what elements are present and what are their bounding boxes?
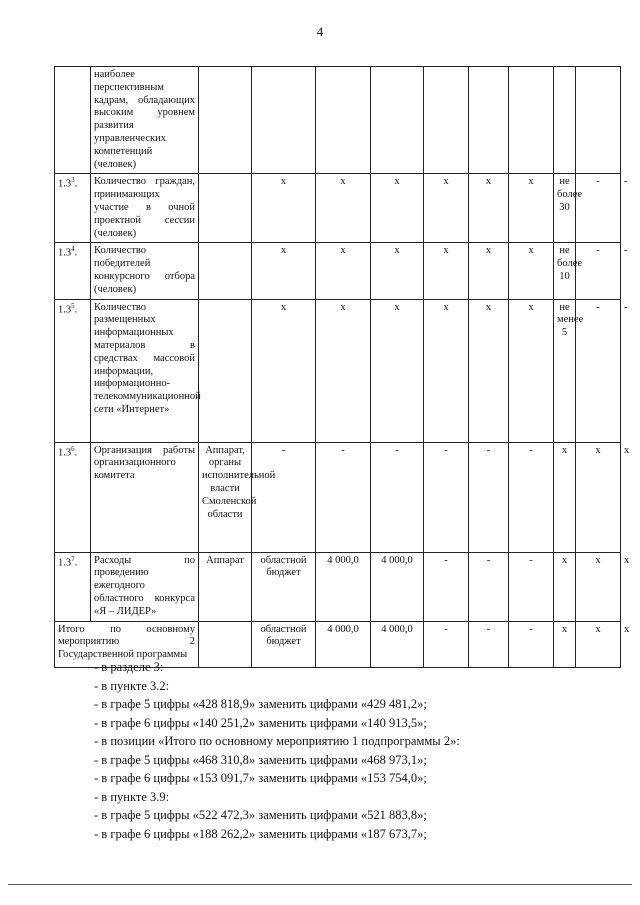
table-cell: x [316, 174, 371, 243]
table-cell: не более 30 [554, 174, 576, 243]
table-row: $1.3^4$. Количество победителей конкурсного отбора (человек) x x x x x x не более 10 - - [55, 243, 621, 299]
table-row: $1.3^5$. Количество размещенных информационных материалов в средствах массовой информации, информационно-телекоммуникационной сети «Интернет» x x x x x x не менее 5 - - [55, 299, 621, 442]
table-cell: x [554, 552, 576, 621]
table-cell: x [424, 299, 469, 442]
row-number [55, 67, 91, 174]
table-cell: x [469, 243, 509, 299]
row-number [55, 243, 91, 299]
table-cell: x [252, 299, 316, 442]
table-cell: Аппарат, органы исполнительной власти Смоленской области [199, 442, 252, 552]
row-number-dot: . [74, 247, 78, 259]
instruction-line: - в позиции «Итого по основному мероприятию 1 подпрограммы 2»: [94, 734, 460, 748]
total-row: Итого по основному мероприятию 2 Государственной программы областной бюджет 4 000,0 4 000,0 - - - x x x [55, 621, 621, 667]
row-description: Организация работы организационного комитета [91, 442, 199, 552]
table-cell: - [424, 552, 469, 621]
table-cell: 4 000,0 [316, 621, 371, 667]
table-cell: - [509, 621, 554, 667]
table-row: $1.3^3$. Количество граждан, принимающих участие в очной проектной сессии (человек) x x x x x x не более 30 - - [55, 174, 621, 243]
table-row [55, 67, 621, 174]
table-cell: 4 000,0 [316, 552, 371, 621]
program-table [54, 66, 630, 668]
row-number-superscript: 6 [71, 444, 75, 453]
instruction-line: - в графе 6 цифры «153 091,7» заменить цифрами «153 754,0»; [94, 771, 427, 785]
instruction-line: - в графе 6 цифры «188 262,2» заменить цифрами «187 673,7»; [94, 826, 427, 841]
table-cell: - [576, 299, 621, 442]
table-cell: не менее 5 [554, 299, 576, 442]
table-cell: 4 000,0 [371, 552, 424, 621]
table-cell: x [371, 299, 424, 442]
instruction-line: - в графе 6 цифры «140 251,2» заменить цифрами «140 913,5»; [94, 715, 427, 730]
table-body [55, 67, 630, 668]
table-cell [424, 67, 469, 174]
table-cell: x [316, 299, 371, 442]
table-cell: - [424, 621, 469, 667]
row-number-dot: . [74, 557, 78, 569]
table-cell: x [509, 243, 554, 299]
row-number-dot: . [74, 178, 78, 190]
table-row: $1.3^6$. Организация работы организационного комитета Аппарат, органы исполнительной власти Смоленской области - - - - - - x x x [55, 442, 621, 552]
table-cell: - [509, 442, 554, 552]
row-number-superscript: 3 [71, 176, 75, 185]
table-cell [576, 67, 621, 174]
table-cell: x [576, 621, 621, 667]
table-cell [199, 67, 252, 174]
table-cell: x [469, 174, 509, 243]
page-number: 4 [316, 24, 324, 39]
row-number-text: 1.3 [58, 247, 72, 259]
row-description: Количество граждан, принимающих участие в очной проектной сессии (человек) [91, 174, 199, 243]
table-cell: - [371, 442, 424, 552]
table-cell: x [576, 442, 621, 552]
row-number-dot: . [74, 447, 78, 459]
table-cell: x [469, 299, 509, 442]
table-cell: - [509, 552, 554, 621]
table-cell: - [469, 552, 509, 621]
row-number [55, 174, 91, 243]
row-number [55, 442, 91, 552]
table-cell: - [252, 442, 316, 552]
table-cell [316, 67, 371, 174]
table-cell: - [576, 174, 621, 243]
table-cell: не более 10 [554, 243, 576, 299]
row-description: Количество размещенных информационных материалов в средствах массовой информации, информационно-телекоммуникационной сети «Интернет» [91, 299, 199, 442]
instruction-line: - в графе 5 цифры «522 472,3» заменить цифрами «521 883,8»; [94, 808, 427, 822]
row-number-superscript: 4 [71, 245, 75, 254]
table-cell: - [576, 243, 621, 299]
table-cell: - [469, 442, 509, 552]
row-number [55, 552, 91, 621]
row-number-superscript: 7 [71, 554, 75, 563]
row-number-dot: . [74, 304, 78, 316]
row-number-superscript: 5 [71, 301, 75, 310]
table-cell [554, 67, 576, 174]
table-cell: x [554, 442, 576, 552]
row-number-text: 1.3 [58, 304, 72, 316]
total-row-label: Итого по основному мероприятию 2 Государственной программы [55, 621, 199, 667]
row-number-text: 1.3 [58, 447, 72, 459]
row-description: Количество победителей конкурсного отбора (человек) [91, 243, 199, 299]
table-cell: - [316, 442, 371, 552]
table-cell: x [576, 552, 621, 621]
amendment-instructions [94, 658, 614, 843]
table-cell [199, 299, 252, 442]
table-cell: x [252, 174, 316, 243]
row-description: наиболее перспективным кадрам, обладающих высоким уровнем развития управленческих компетенций (человек) [91, 67, 199, 174]
table-cell: x [509, 174, 554, 243]
table-cell [469, 67, 509, 174]
table-cell [509, 67, 554, 174]
instruction-line: - в пункте 3.9: [94, 789, 170, 804]
table-cell [252, 67, 316, 174]
table-cell: x [424, 243, 469, 299]
table-cell: x [509, 299, 554, 442]
table-cell: x [554, 621, 576, 667]
table-cell: областной бюджет [252, 621, 316, 667]
table-cell [199, 243, 252, 299]
instruction-line: - в графе 5 цифры «468 310,8» заменить цифрами «468 973,1»; [94, 752, 427, 767]
table-cell: x [371, 243, 424, 299]
row-number-text: 1.3 [58, 178, 72, 190]
footer-divider [8, 884, 632, 885]
table-row: $1.3^7$. Расходы по проведению ежегодного областного конкурса «Я – ЛИДЕР» Аппарат областной бюджет 4 000,0 4 000,0 - - - x x x [55, 552, 621, 621]
table-cell: областной бюджет [252, 552, 316, 621]
table-cell [371, 67, 424, 174]
row-number-text: 1.3 [58, 557, 72, 569]
instruction-line: - в разделе 3: [94, 660, 164, 674]
table-cell: x [424, 174, 469, 243]
table-cell: 4 000,0 [371, 621, 424, 667]
table-cell: x [316, 243, 371, 299]
table-cell: x [252, 243, 316, 299]
instruction-line: - в пункте 3.2: [94, 678, 170, 693]
table-cell: - [424, 442, 469, 552]
instruction-line: - в графе 5 цифры «428 818,9» заменить цифрами «429 481,2»; [94, 697, 427, 711]
table-cell: x [371, 174, 424, 243]
row-number [55, 299, 91, 442]
row-description: Расходы по проведению ежегодного областного конкурса «Я – ЛИДЕР» [91, 552, 199, 621]
table-cell [199, 174, 252, 243]
table-cell: - [469, 621, 509, 667]
table-cell: Аппарат [199, 552, 252, 621]
